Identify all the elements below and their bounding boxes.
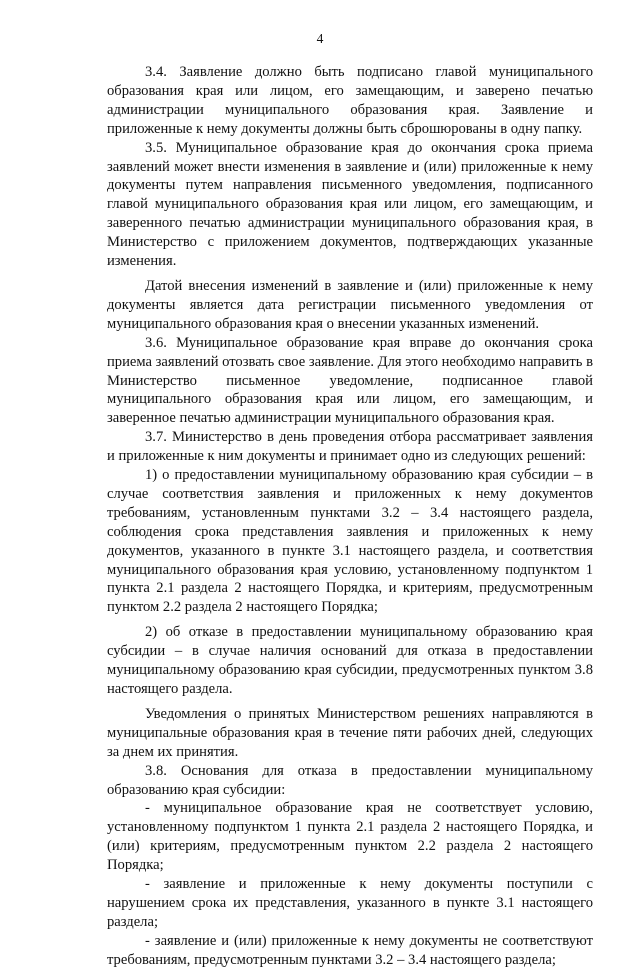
- decision-item-1: 1) о предоставлении муниципальному образованию края субсидии – в случае соответствия заявления и приложенных к нему документов требованиям, установленным пунктами 3.2 – 3.4 настоящего раздела, соблюдения срока представления заявления и приложенных к нему документов, указанного в пункте 3.1 настоящего раздела, и соответствия муниципального образования края условию, установленному подпунктом 1 пункта 2.1 раздела 2 настоящего Порядка, и критериям, предусмотренным пунктом 2.2 раздела 2 настоящего Порядка;: [107, 467, 593, 616]
- paragraph-notifications: Уведомления о принятых Министерством решениях направляются в муниципальные образования края в течение пяти рабочих дней, следующих за днем их принятия.: [107, 705, 593, 760]
- refusal-ground-1: - муниципальное образование края не соответствует условию, установленному подпунктом 1 пункта 2.1 раздела 2 настоящего Порядка, и (или) критериям, предусмотренным пунктом 2.2 раздела 2 настоящего Порядка;: [107, 800, 593, 874]
- paragraph-3-6: 3.6. Муниципальное образование края вправе до окончания срока приема заявлений отозвать свое заявление. Для этого необходимо направить в Министерство письменное уведомление, подписанное главой муниципального образования края или лицом, его замещающим, и заверенное печатью администрации муниципального образования края.: [107, 334, 594, 427]
- page-number: 4: [316, 31, 324, 46]
- decision-item-2: 2) об отказе в предоставлении муниципальному образованию края субсидии – в случае наличия оснований для отказа в предоставлении муниципальному образованию края субсидии, предусмотренных пунктом 3.8 настоящего раздела.: [107, 624, 593, 697]
- document-body: [107, 63, 593, 970]
- paragraph-3-5: 3.5. Муниципальное образование края до окончания срока приема заявлений может внести изменения в заявление и (или) приложенные к нему документы путем направления письменного уведомления, подписанного главой муниципального образования края или лицом, его замещающим, и заверенного печатью администрации муниципального образования края, в Министерство с приложением документов, подтверждающих указанные изменения.: [107, 139, 593, 270]
- refusal-ground-2: - заявление и приложенные к нему документы поступили с нарушением срока их представления, указанного в пункте 3.1 настоящего раздела;: [107, 876, 593, 930]
- paragraph-change-date: Датой внесения изменений в заявление и (или) приложенные к нему документы является дата регистрации письменного уведомления от муниципального образования края о внесении указанных изменений.: [107, 277, 593, 332]
- paragraph-3-7: 3.7. Министерство в день проведения отбора рассматривает заявления и приложенные к ним документы и принимает одно из следующих решений:: [107, 429, 593, 465]
- paragraph-3-8: 3.8. Основания для отказа в предоставлении муниципальному образованию края субсидии:: [107, 762, 593, 798]
- paragraph-3-4: 3.4. Заявление должно быть подписано главой муниципального образования края или лицом, его замещающим, и заверено печатью администрации муниципального образования края. Заявление и приложенные к нему документы должны быть сброшюрованы в одну папку.: [107, 64, 593, 137]
- refusal-ground-3: - заявление и (или) приложенные к нему документы не соответствуют требованиям, предусмотренным пунктами 3.2 – 3.4 настоящего раздела;: [107, 932, 593, 968]
